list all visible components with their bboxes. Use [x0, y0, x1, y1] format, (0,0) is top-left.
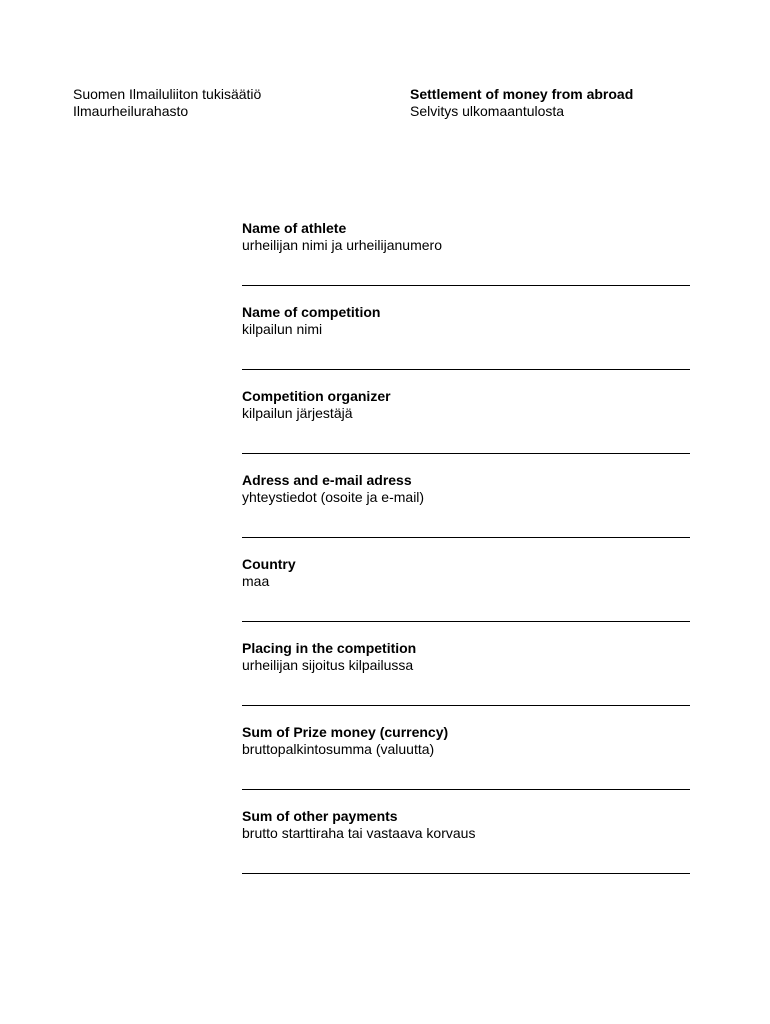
field-sublabel: brutto starttiraha tai vastaava korvaus [242, 825, 476, 841]
field-other-payments [242, 808, 690, 892]
field-competition-name [242, 304, 690, 388]
country-entry-line[interactable] [242, 621, 690, 622]
field-sublabel: bruttopalkintosumma (valuutta) [242, 741, 435, 757]
field-address-email [242, 472, 690, 556]
field-country [242, 556, 690, 640]
field-placing [242, 640, 690, 724]
prize-money-entry-line[interactable] [242, 789, 690, 790]
field-athlete-name [242, 220, 690, 304]
field-sublabel: maa [242, 573, 270, 589]
field-prize-money [242, 724, 690, 808]
field-competition-organizer [242, 388, 690, 472]
field-sublabel: kilpailun järjestäjä [242, 405, 353, 421]
address-email-entry-line[interactable] [242, 537, 690, 538]
athlete-name-entry-line[interactable] [242, 285, 690, 286]
field-sublabel: yhteystiedot (osoite ja e-mail) [242, 489, 425, 505]
field-label: Placing in the competition [242, 640, 417, 656]
document-title-block [410, 86, 633, 120]
organization-block [73, 86, 261, 120]
field-label: Name of athlete [242, 220, 347, 236]
competition-name-entry-line[interactable] [242, 369, 690, 370]
document-title-finnish: Selvitys ulkomaantulosta [410, 103, 565, 119]
field-label: Sum of Prize money (currency) [242, 724, 449, 740]
other-payments-entry-line[interactable] [242, 873, 690, 874]
field-label: Country [242, 556, 296, 572]
fund-name: Ilmaurheilurahasto [73, 103, 189, 119]
field-sublabel: urheilijan sijoitus kilpailussa [242, 657, 414, 673]
document-title-english: Settlement of money from abroad [410, 86, 634, 102]
field-label: Adress and e-mail adress [242, 472, 412, 488]
field-label: Sum of other payments [242, 808, 398, 824]
field-label: Competition organizer [242, 388, 391, 404]
organization-name: Suomen Ilmailuliiton tukisäätiö [73, 86, 262, 102]
field-sublabel: urheilijan nimi ja urheilijanumero [242, 237, 442, 253]
competition-organizer-entry-line[interactable] [242, 453, 690, 454]
placing-entry-line[interactable] [242, 705, 690, 706]
field-label: Name of competition [242, 304, 381, 320]
field-sublabel: kilpailun nimi [242, 321, 323, 337]
form-fields [242, 220, 690, 892]
